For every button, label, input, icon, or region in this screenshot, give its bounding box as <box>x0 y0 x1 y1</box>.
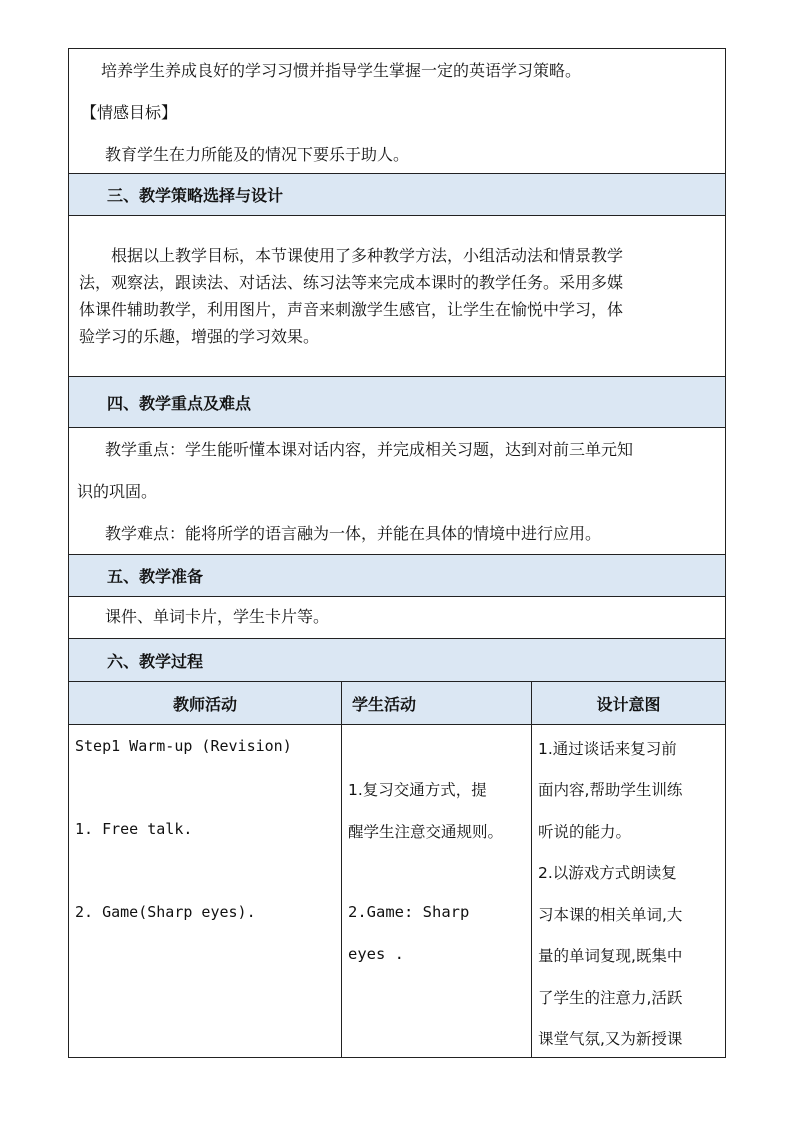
column-header-intent: 设计意图 <box>532 682 725 724</box>
student-line: 醒学生注意交通规则。 <box>348 823 504 841</box>
preparation-text: 课件、单词卡片，学生卡片等。 <box>105 607 330 626</box>
section-4-body <box>69 428 725 555</box>
key-point-line: 教学重点：学生能听懂本课对话内容，并完成相关习题，达到对前三单元知 <box>105 440 634 459</box>
intent-line: 习本课的相关单词,大 <box>538 906 683 924</box>
column-header-student: 学生活动 <box>342 682 532 724</box>
column-header-teacher: 教师活动 <box>69 682 342 724</box>
lesson-plan-table <box>68 48 726 1058</box>
difficulty-text: 教学难点：能将所学的语言融为一体，并能在具体的情境中进行应用。 <box>105 524 602 543</box>
strategy-line: 法，观察法，跟读法、对话法、练习法等来完成本课时的教学任务。采用多媒 <box>79 273 624 292</box>
process-row <box>69 725 725 1057</box>
intent-line: 2.以游戏方式朗读复 <box>538 864 677 882</box>
section-6-heading: 六、教学过程 <box>69 639 725 682</box>
section-3-heading: 三、教学策略选择与设计 <box>69 174 725 216</box>
teacher-activity-cell <box>69 725 342 1057</box>
section-5-heading: 五、教学准备 <box>69 555 725 597</box>
emotion-goal-heading: 【情感目标】 <box>81 103 178 122</box>
emotion-goal-text: 教育学生在力所能及的情况下要乐于助人。 <box>105 145 410 164</box>
teacher-item: 2. Game(Sharp eyes). <box>75 903 256 921</box>
teacher-item: 1. Free talk. <box>75 820 193 838</box>
key-point-line: 识的巩固。 <box>77 482 158 501</box>
goals-cell <box>69 49 725 174</box>
intent-line: 课堂气氛,又为新授课 <box>538 1030 683 1048</box>
intent-line: 面内容,帮助学生训练 <box>538 781 683 799</box>
intent-line: 量的单词复现,既集中 <box>538 947 683 965</box>
student-line: 2.Game: Sharp <box>348 903 470 921</box>
student-line: eyes . <box>348 945 404 963</box>
step-title: Step1 Warm-up (Revision) <box>75 737 292 755</box>
section-5-body <box>69 597 725 639</box>
strategy-line: 体课件辅助教学，利用图片，声音来刺激学生感官，让学生在愉悦中学习，体 <box>79 300 624 319</box>
design-intent-cell <box>532 725 725 1057</box>
strategy-line: 验学习的乐趣，增强的学习效果。 <box>79 327 320 346</box>
process-column-headers <box>69 682 725 725</box>
intent-line: 了学生的注意力,活跃 <box>538 989 683 1007</box>
strategy-goal-text: 培养学生养成良好的学习习惯并指导学生掌握一定的英语学习策略。 <box>101 61 582 80</box>
student-line: 1.复习交通方式，提 <box>348 781 487 799</box>
section-3-body <box>69 216 725 377</box>
intent-line: 听说的能力。 <box>538 823 632 841</box>
strategy-line: 根据以上教学目标，本节课使用了多种教学方法，小组活动法和情景教学 <box>111 246 624 265</box>
intent-line: 1.通过谈话来复习前 <box>538 740 677 758</box>
section-4-heading: 四、教学重点及难点 <box>69 377 725 428</box>
strategy-paragraph <box>79 242 717 350</box>
student-activity-cell <box>342 725 532 1057</box>
